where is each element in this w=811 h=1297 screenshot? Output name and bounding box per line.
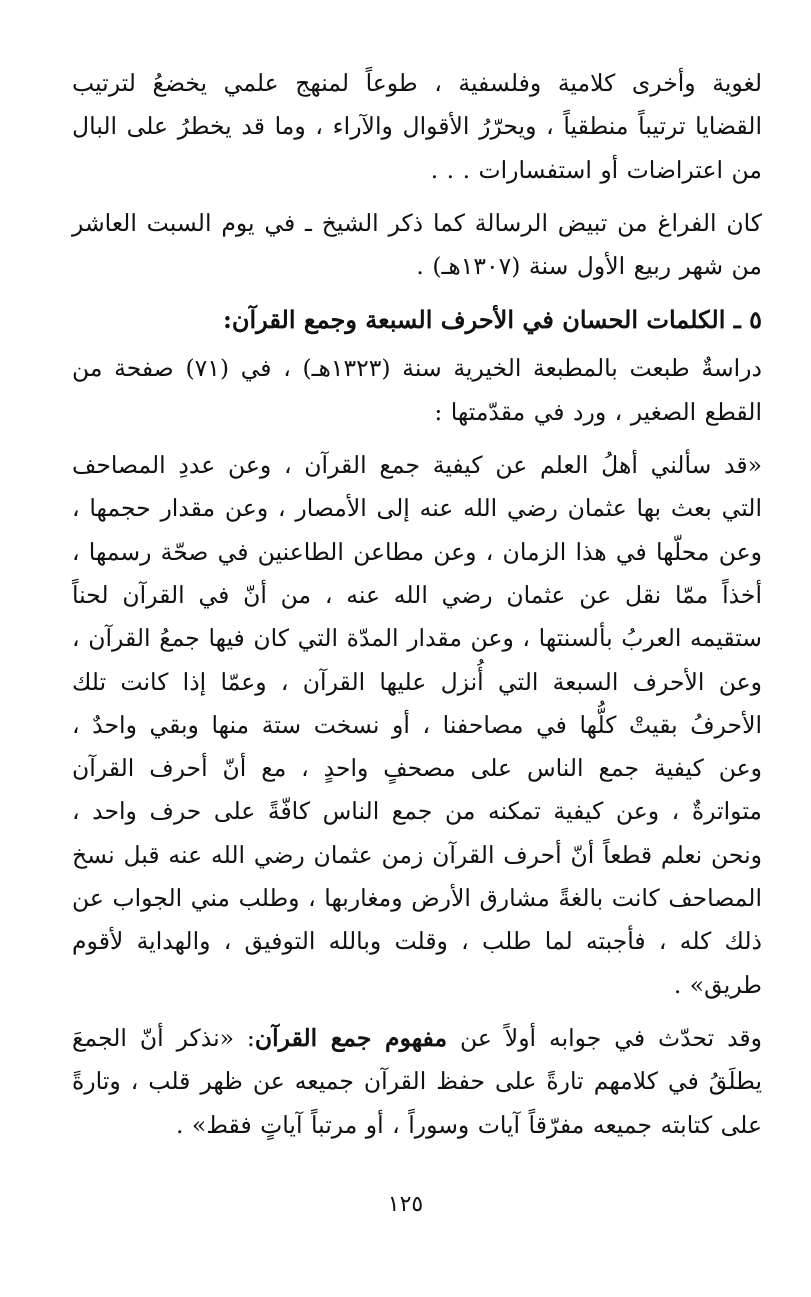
paragraph-answer (72, 1017, 762, 1147)
paragraph-study-info: دراسةٌ طبعت بالمطبعة الخيرية سنة (١٣٢٣هـ) ، في (٧١) صفحة من القطع الصغير ، ورد في مقدّمتها : (72, 354, 762, 426)
section-heading: ٥ ـ الكلمات الحسان في الأحرف السبعة وجمع القرآن: (222, 305, 762, 335)
document-page (72, 62, 762, 1147)
paragraph-quotation: «قد سألني أهلُ العلم عن كيفية جمع القرآن ، وعن عددِ المصاحف التي بعث بها عثمان رضي الله عنه إلى الأمصار ، وعن مقدار حجمها ، وعن محلّها في هذا الزمان ، وعن مطاعن الطاعنين في صحّة رسمها ، أخذاً ممّا نقل عن عثمان رضي الله عنه ، من أنّ في القرآن لحناً ستقيمه العربُ بألسنتها ، وعن مقدار المدّة التي كان فيها جمعُ القرآن ، وعن الأحرف السبعة التي أُنزل عليها القرآن ، وعمّا إذا كانت تلك الأحرفُ بقيتْ كلُّها في مصاحفنا ، أو نسخت ستة منها وبقي واحدٌ ، وعن كيفية جمع الناس على مصحفٍ واحدٍ ، مع أنّ أحرف القرآن متواترةٌ ، وعن كيفية تمكنه من جمع الناس كافّةً على حرف واحد ، ونحن نعلم قطعاً أنّ أحرف القرآن زمن عثمان رضي الله عنه قبل نسخ المصاحف كانت بالغةً مشارق الأرض ومغاربها ، وطلب مني الجواب عن ذلك كله ، فأجبته لما طلب ، وقلت وبالله التوفيق ، والهداية لأقوم طريق» . (72, 451, 762, 999)
paragraph-completion-date: كان الفراغ من تبيض الرسالة كما ذكر الشيخ ـ في يوم السبت العاشر من شهر ربيع الأول سنة (١٣٠٧هـ) . (72, 208, 762, 281)
answer-intro-text: وقد تحدّث في جوابه أولاً عن (447, 1023, 762, 1052)
page-number: ١٢٥ (387, 1192, 424, 1217)
answer-bold-term: مفهوم جمع القرآن (254, 1023, 448, 1052)
answer-rest-text: : «نذكر أنّ الجمعَ يطلَقُ في كلامهم تارةً على حفظ القرآن جميعه عن ظهر قلب ، وتارةً على كتابته جميعه مفرّقاً آيات وسوراً ، أو مرتباً آياتٍ فقط» . (72, 1023, 762, 1139)
paragraph-intro: لغوية وأخرى كلامية وفلسفية ، طوعاً لمنهج علمي يخضعُ لترتيب القضايا ترتيباً منطقياً ، ويحرّرُ الأقوال والآراء ، وما قد يخطرُ على البال من اعتراضات أو استفسارات . . . (72, 69, 762, 184)
